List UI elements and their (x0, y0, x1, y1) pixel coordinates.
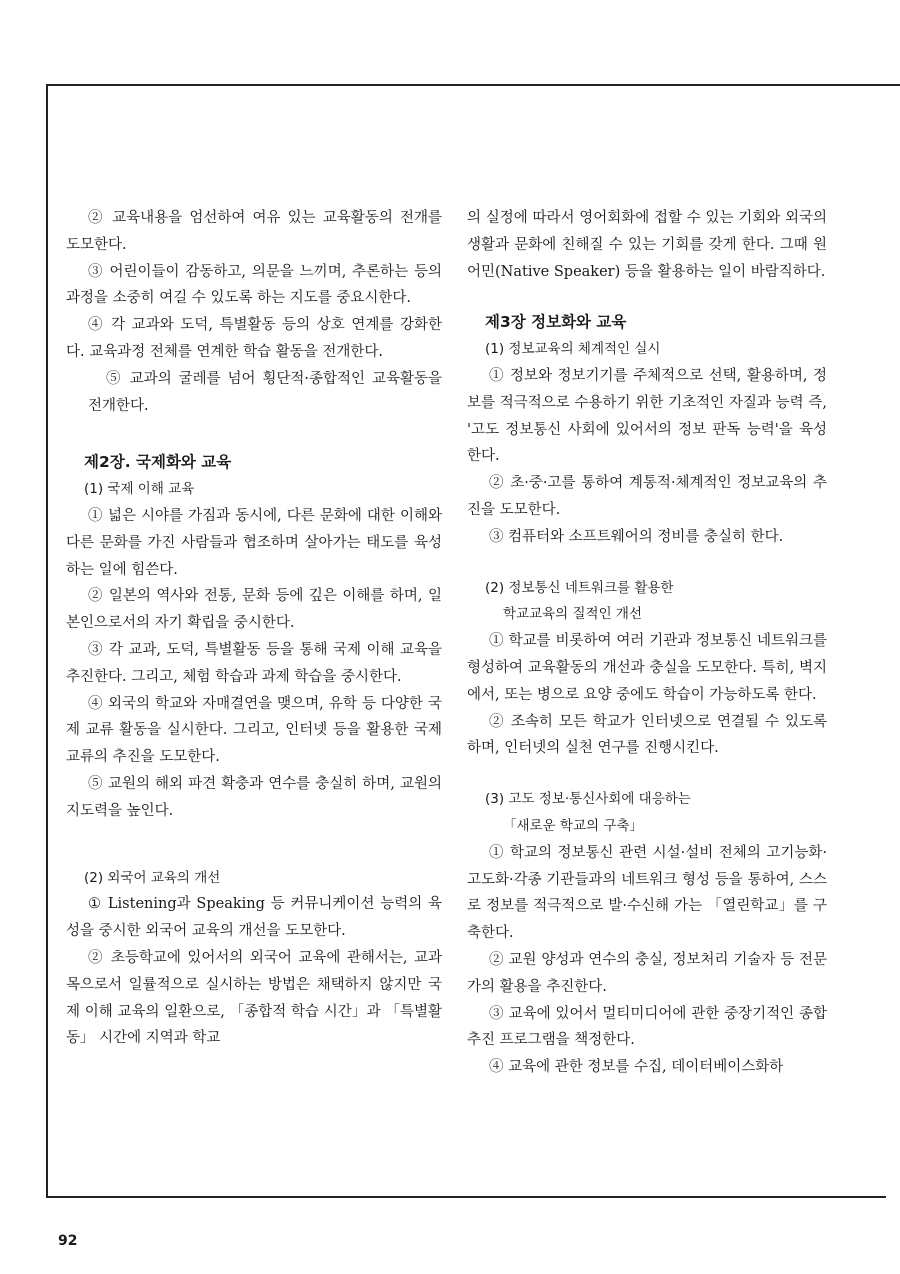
section-heading: (3) 고도 정보·통신사회에 대응하는 (485, 791, 691, 808)
section-heading-cont: 학교교육의 질적인 개선 (503, 606, 642, 623)
section-heading: (2) 정보통신 네트워크를 활용한 (485, 579, 674, 596)
left-rule (46, 84, 48, 1197)
paragraph: ② 교원 양성과 연수의 충실, 정보처리 기술자 등 전문가의 활용을 추진한다. (467, 951, 827, 995)
paragraph: 의 실정에 따라서 영어회화에 접할 수 있는 기회와 외국의 생활과 문화에 친해질 수 있는 기회를 갖게 한다. 그때 원어민(Native Speaker) 등을 활용하는 일이 바람직하다. (467, 210, 827, 280)
section-heading: (1) 정보교육의 체계적인 실시 (485, 341, 661, 358)
paragraph: ① 학교를 비롯하여 여러 기관과 정보통신 네트워크를 형성하여 교육활동의 개선과 충실을 도모한다. 특히, 벽지에서, 또는 병으로 요양 중에도 학습이 가능하도록 한다. (467, 633, 827, 703)
bottom-rule (46, 1196, 886, 1198)
paragraph: ③ 어린이들이 감동하고, 의문을 느끼며, 추론하는 등의 과정을 소중히 여길 수 있도록 하는 지도를 중요시한다. (66, 263, 442, 307)
left-column (66, 205, 442, 1052)
paragraph: ① 정보와 정보기기를 주체적으로 선택, 활용하며, 정보를 적극적으로 수용하기 위한 기초적인 자질과 능력 즉, '고도 정보통신 사회에 있어서의 정보 판독 능력'을 육성한다. (467, 367, 827, 465)
paragraph: ④ 각 교과와 도덕, 특별활동 등의 상호 연계를 강화한다. 교육과정 전체를 연계한 학습 활동을 전개한다. (66, 317, 442, 360)
chapter-heading: 제2장. 국제화와 교육 (84, 453, 232, 472)
section-heading: (1) 국제 이해 교육 (84, 481, 195, 498)
paragraph: ② 초등학교에 있어서의 외국어 교육에 관해서는, 교과목으로서 일률적으로 실시하는 방법은 채택하지 않지만 국제 이해 교육의 일환으로, 「종합적 학습 시간」과 「특별활동」 시간에 지역과 학교 (66, 949, 442, 1047)
page-number: 92 (58, 1233, 78, 1249)
right-column (467, 205, 827, 1081)
top-rule (47, 84, 900, 86)
section-heading: (2) 외국어 교육의 개선 (84, 869, 221, 886)
paragraph: ② 일본의 역사와 전통, 문화 등에 깊은 이해를 하며, 일본인으로서의 자기 확립을 중시한다. (66, 588, 442, 632)
paragraph: ⑤ 교원의 해외 파견 확충과 연수를 충실히 하며, 교원의 지도력을 높인다. (66, 775, 442, 819)
paragraph: ① 넓은 시야를 가짐과 동시에, 다른 문화에 대한 이해와 다른 문화를 가진 사람들과 협조하며 살아가는 태도를 육성하는 일에 힘쓴다. (66, 507, 442, 578)
paragraph: ④ 교육에 관한 정보를 수집, 데이터베이스화하 (489, 1059, 784, 1076)
paragraph: ⑤ 교과의 굴레를 넘어 횡단적·종합적인 교육활동을 전개한다. (88, 370, 442, 414)
paragraph: ① 학교의 정보통신 관련 시설·설비 전체의 고기능화·고도화·각종 기관들과의 네트워크 형성 등을 통하여, 스스로 정보를 적극적으로 발·수신해 가는 「열린학교」를 구축한다. (467, 844, 827, 942)
paragraph: ③ 컴퓨터와 소프트웨어의 정비를 충실히 한다. (489, 528, 784, 545)
chapter-heading: 제3장 정보화와 교육 (485, 313, 627, 332)
paragraph: ③ 교육에 있어서 멀티미디어에 관한 중장기적인 종합 추진 프로그램을 책정한다. (467, 1005, 827, 1049)
paragraph: ① Listening과 Speaking 등 커뮤니케이션 능력의 육성을 중시한 외국어 교육의 개선을 도모한다. (66, 896, 442, 940)
paragraph: ③ 각 교과, 도덕, 특별활동 등을 통해 국제 이해 교육을 추진한다. 그리고, 체험 학습과 과제 학습을 중시한다. (66, 641, 442, 685)
paragraph: ② 조속히 모든 학교가 인터넷으로 연결될 수 있도록 하며, 인터넷의 실천 연구를 진행시킨다. (467, 713, 827, 757)
paragraph: ② 초·중·고를 통하여 계통적·체계적인 정보교육의 추진을 도모한다. (467, 475, 827, 518)
paragraph: ④ 외국의 학교와 자매결연을 맺으며, 유학 등 다양한 국제 교류 활동을 실시한다. 그리고, 인터넷 등을 활용한 국제 교류의 추진을 도모한다. (66, 695, 442, 766)
section-heading-cont: 「새로운 학교의 구축」 (503, 817, 643, 834)
paragraph: ② 교육내용을 엄선하여 여유 있는 교육활동의 전개를 도모한다. (66, 210, 442, 253)
